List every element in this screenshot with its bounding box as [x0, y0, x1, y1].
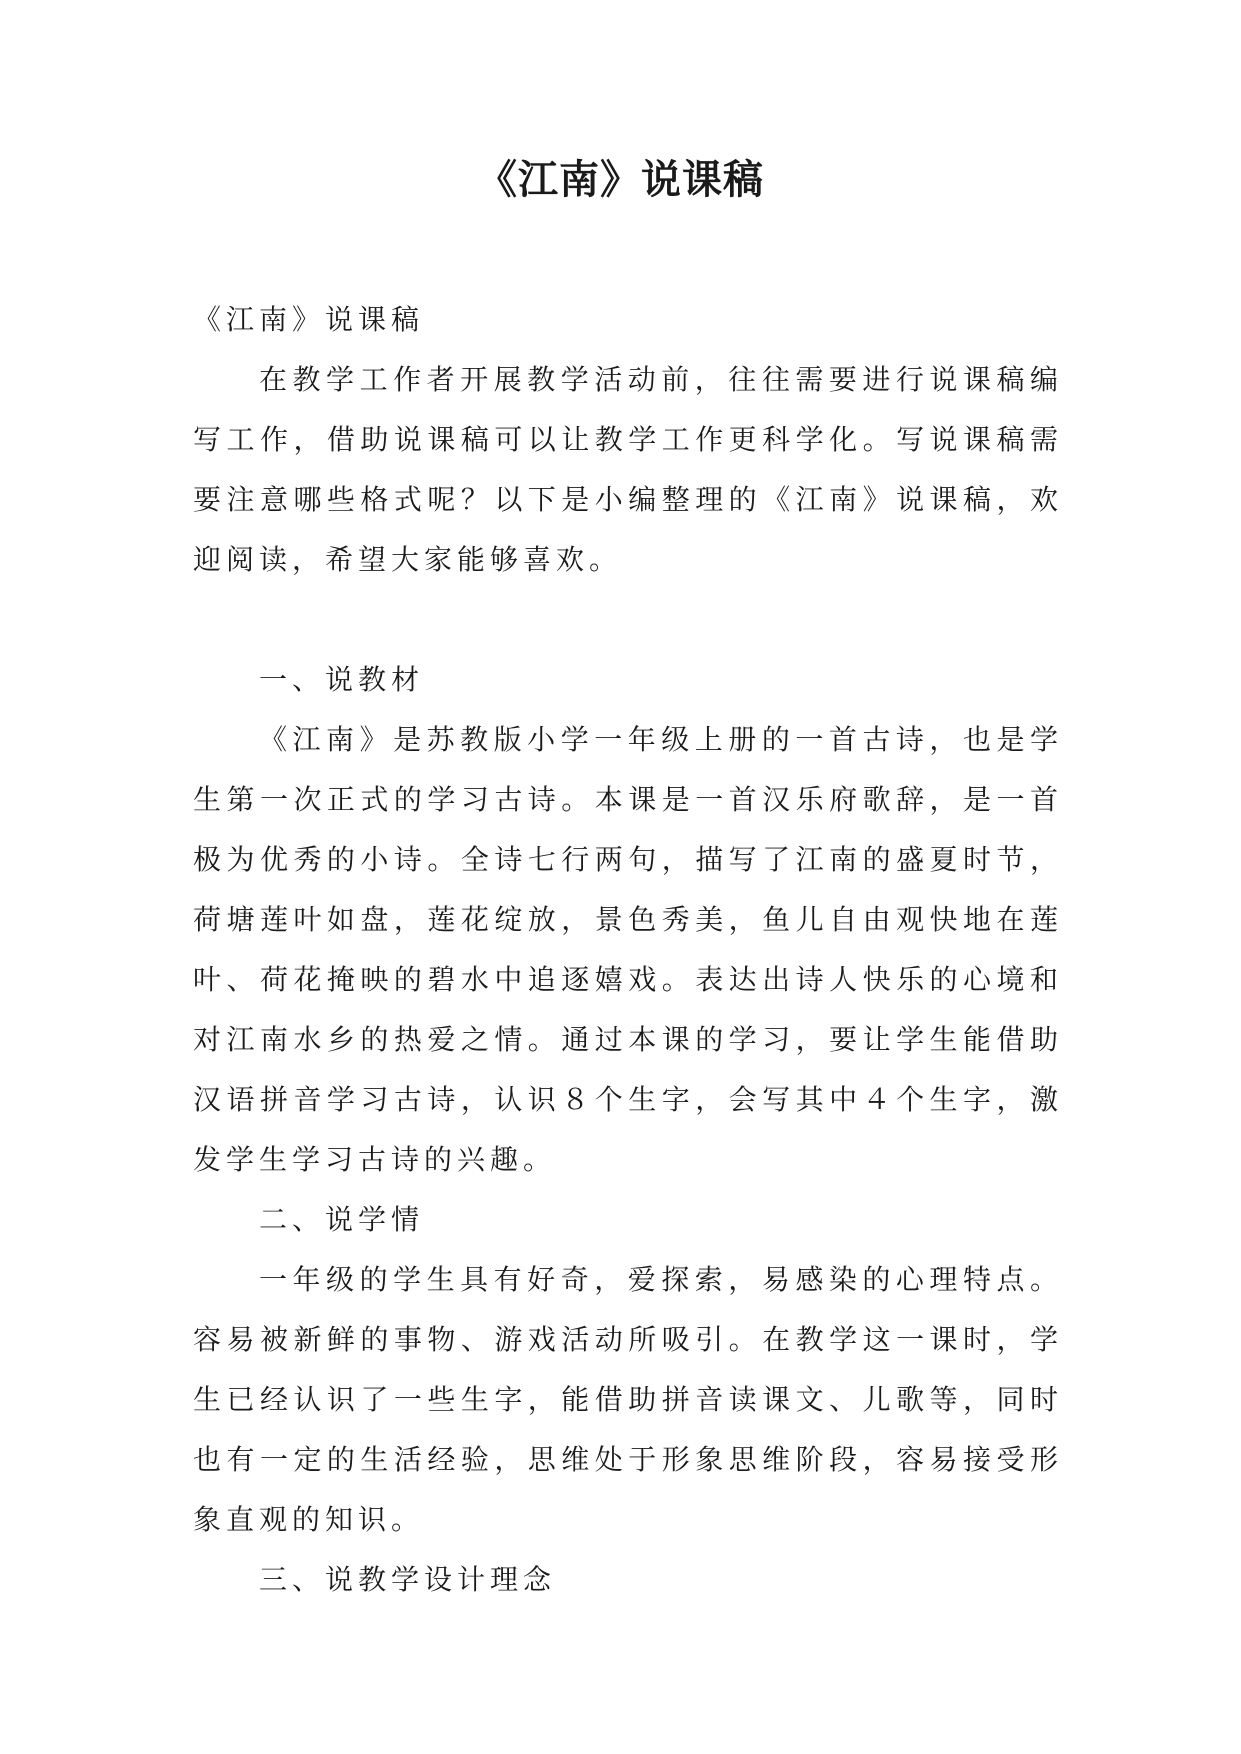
students-paragraph: 一年级的学生具有好奇，爱探索，易感染的心理特点。容易被新鲜的事物、游戏活动所吸引。在教学这一课时，学生已经认识了一些生字，能借助拼音读课文、儿歌等，同时也有一定的生活经验，思维处于形象思维阶段，容易接受形象直观的知识。 — [193, 1263, 1063, 1536]
intro-paragraph: 在教学工作者开展教学活动前，往往需要进行说课稿编写工作，借助说课稿可以让教学工作更科学化。写说课稿需要注意哪些格式呢？以下是小编整理的《江南》说课稿，欢迎阅读，希望大家能够喜欢。 — [193, 363, 1063, 576]
document-title: 《江南》说课稿 — [477, 156, 764, 203]
textbook-paragraph: 《江南》是苏教版小学一年级上册的一首古诗，也是学生第一次正式的学习古诗。本课是一首汉乐府歌辞，是一首极为优秀的小诗。全诗七行两句，描写了江南的盛夏时节，荷塘莲叶如盘，莲花绽放，景色秀美，鱼儿自由观快地在莲叶、荷花掩映的碧水中追逐嬉戏。表达出诗人快乐的心境和对江南水乡的热爱之情。通过本课的学习，要让学生能借助汉语拼音学习古诗，认识８个生字，会写其中４个生字，激发学生学习古诗的兴趣。 — [193, 723, 1063, 1176]
section-heading-design: 三、说教学设计理念 — [259, 1563, 557, 1596]
document-body — [193, 290, 1063, 1610]
section-heading-students: 二、说学情 — [259, 1203, 425, 1236]
subtitle-line: 《江南》说课稿 — [193, 303, 425, 336]
paragraph-spacer — [193, 590, 1063, 650]
section-heading-textbook: 一、说教材 — [259, 663, 425, 696]
